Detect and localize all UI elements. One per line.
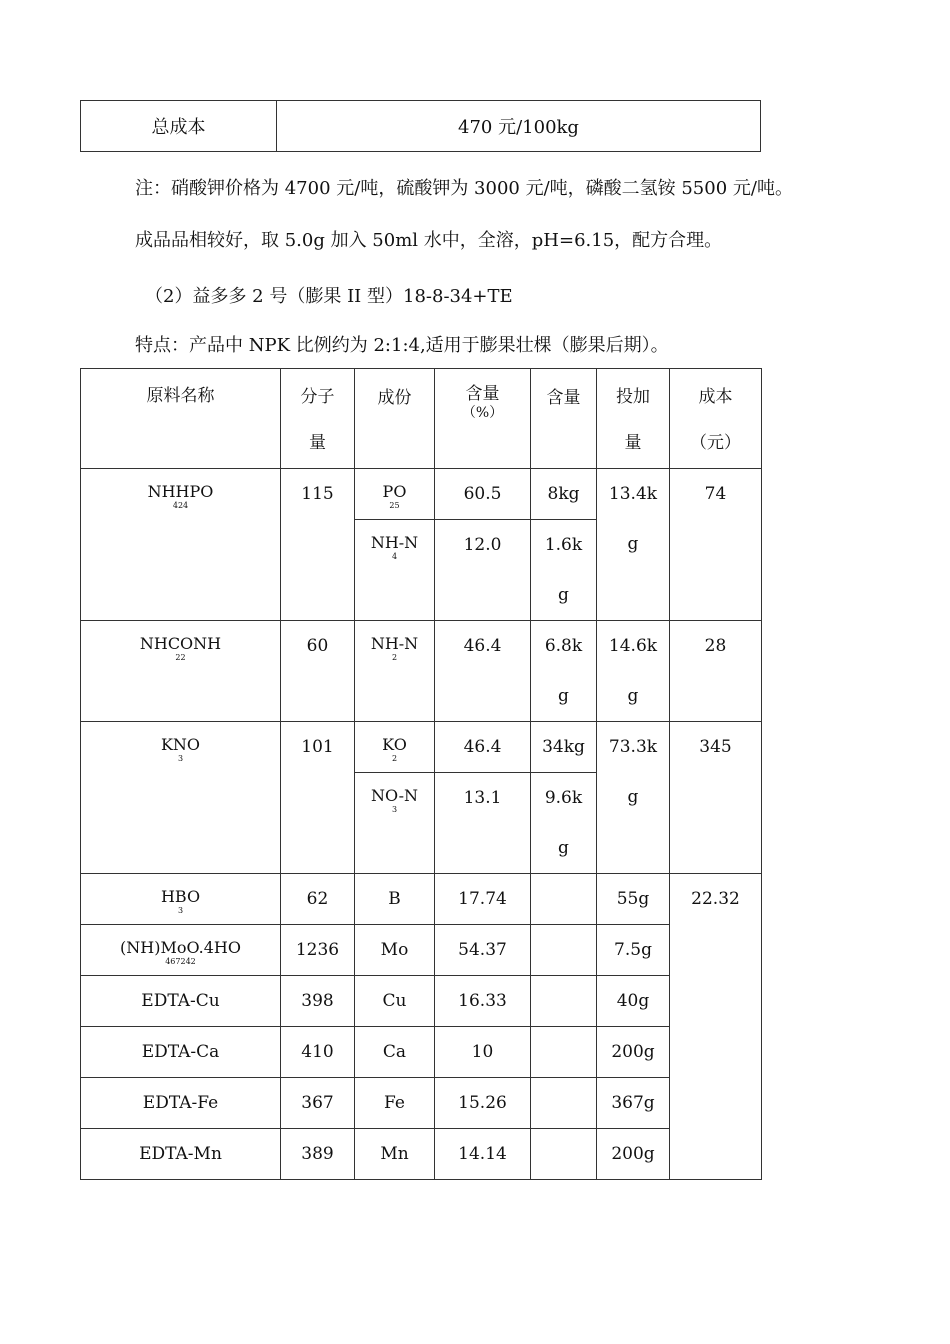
molecular-weight: 398 [281,976,355,1027]
table-row [81,1027,762,1078]
component: KO 2 [355,722,435,773]
dose: 55g [597,874,670,925]
header-dose: 投加 量 [597,369,670,469]
content-pct: 10 [435,1027,531,1078]
dose: 367g [597,1078,670,1129]
content-pct: 12.0 [435,520,531,621]
header-mw: 分子 量 [281,369,355,469]
component: Mn [355,1129,435,1180]
component: Cu [355,976,435,1027]
table-row [81,469,762,520]
header-component: 成份 [355,369,435,469]
section-title: （2）益多多 2 号（膨果 II 型）18-8-34+TE [145,286,513,307]
molecular-weight: 389 [281,1129,355,1180]
total-cost-table [80,100,761,152]
content-pct: 46.4 [435,722,531,773]
dose: 40g [597,976,670,1027]
content [531,1078,597,1129]
component: Mo [355,925,435,976]
content: 1.6k g [531,520,597,621]
result-note: 成品品相较好，取 5.0g 加入 50ml 水中，全溶，pH=6.15，配方合理。 [135,230,723,251]
dose: 73.3k g [597,722,670,874]
content: 34kg [531,722,597,773]
component: NH-N 4 [355,520,435,621]
content-pct: 54.37 [435,925,531,976]
table-row [81,1078,762,1129]
material-name: HBO 3 [81,874,281,925]
table-row [81,1129,762,1180]
header-cost: 成本 （元） [670,369,762,469]
cost: 74 [670,469,762,621]
content-pct: 14.14 [435,1129,531,1180]
header-name: 原料名称 [81,369,281,469]
content-pct: 46.4 [435,621,531,722]
content-pct: 13.1 [435,773,531,874]
table-row [81,722,762,773]
cost: 345 [670,722,762,874]
material-name: (NH)MoO.4HO 467242 [81,925,281,976]
molecular-weight: 367 [281,1078,355,1129]
content [531,1129,597,1180]
content-pct: 17.74 [435,874,531,925]
molecular-weight: 1236 [281,925,355,976]
total-cost-label: 总成本 [81,101,277,152]
material-name: EDTA-Fe [81,1078,281,1129]
molecular-weight: 410 [281,1027,355,1078]
content: 6.8k g [531,621,597,722]
dose: 14.6k g [597,621,670,722]
molecular-weight: 101 [281,722,355,874]
trace-cost: 22.32 [670,874,762,1180]
content [531,976,597,1027]
content-pct: 15.26 [435,1078,531,1129]
content [531,925,597,976]
cost: 28 [670,621,762,722]
component: NO-N 3 [355,773,435,874]
component: Fe [355,1078,435,1129]
dose: 200g [597,1129,670,1180]
molecular-weight: 62 [281,874,355,925]
material-name: EDTA-Cu [81,976,281,1027]
material-name: NHCONH 22 [81,621,281,722]
table-row [81,621,762,722]
header-content-pct: 含量 （%） [435,369,531,469]
material-name: EDTA-Ca [81,1027,281,1078]
material-name: NHHPO 424 [81,469,281,621]
feature-note: 特点：产品中 NPK 比例约为 2:1:4,适用于膨果壮棵（膨果后期）。 [135,335,669,356]
material-name: EDTA-Mn [81,1129,281,1180]
dose: 7.5g [597,925,670,976]
dose: 200g [597,1027,670,1078]
total-cost-value: 470 元/100kg [277,101,761,152]
header-content: 含量 [531,369,597,469]
component: Ca [355,1027,435,1078]
content [531,874,597,925]
formula-table [80,368,762,1180]
material-name: KNO 3 [81,722,281,874]
content-pct: 16.33 [435,976,531,1027]
dose: 13.4k g [597,469,670,621]
table-row [81,925,762,976]
molecular-weight: 60 [281,621,355,722]
content: 9.6k g [531,773,597,874]
table-header-row [81,369,762,469]
content [531,1027,597,1078]
table-row [81,874,762,925]
content: 8kg [531,469,597,520]
content-pct: 60.5 [435,469,531,520]
component: B [355,874,435,925]
table-row [81,976,762,1027]
price-note: 注：硝酸钾价格为 4700 元/吨，硫酸钾为 3000 元/吨，磷酸二氢铵 5500 元/吨。 [135,178,793,199]
component: PO 25 [355,469,435,520]
molecular-weight: 115 [281,469,355,621]
component: NH-N 2 [355,621,435,722]
